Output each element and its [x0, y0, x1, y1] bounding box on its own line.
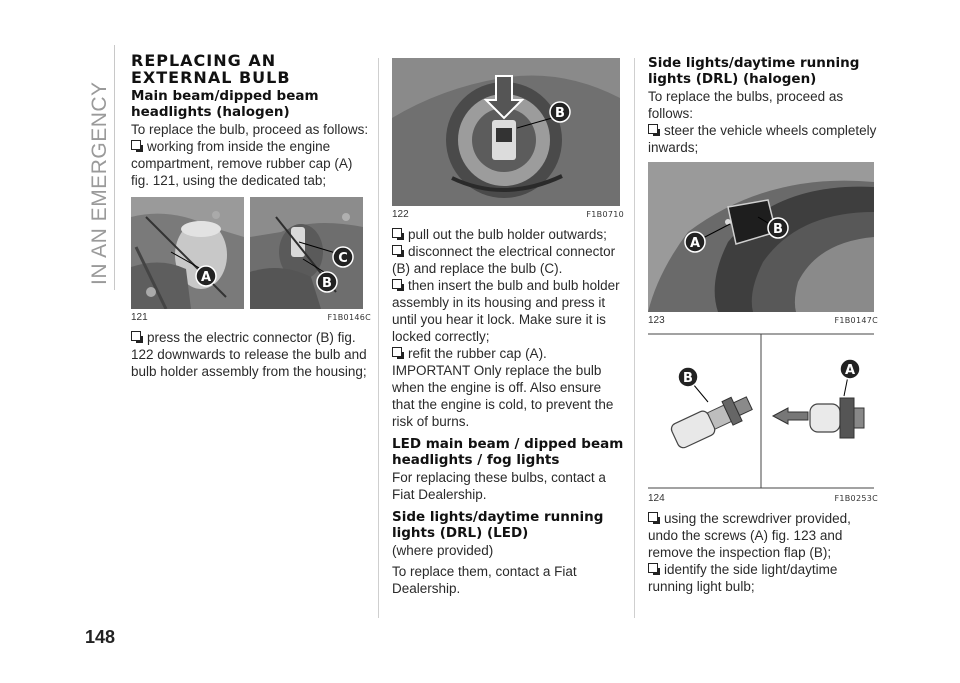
bullet-item	[392, 226, 624, 243]
figure-code: F1B0146C	[327, 313, 371, 322]
figure-122	[392, 58, 624, 220]
led-text: For replacing these bulbs, contact a Fiat Dealership.	[392, 470, 606, 502]
bullet-icon	[392, 347, 402, 357]
bullet-icon	[648, 563, 658, 573]
figure-124	[648, 332, 878, 504]
headlight-housing-illustration	[392, 58, 620, 206]
callout-c: C	[338, 251, 348, 266]
sub-heading-drl-led: Side lights/daytime running lights (DRL) (LED)	[392, 509, 604, 541]
bullet-text: using the screwdriver provided, undo the screws (A) fig. 123 and remove the inspection flap (B);	[648, 511, 851, 560]
callout-a: A	[200, 270, 212, 285]
callout-b: B	[555, 106, 565, 121]
important-note: IMPORTANT Only replace the bulb when the engine is off. Also ensure that the engine is cold, to prevent the risk of burns.	[392, 363, 614, 429]
column-2	[392, 58, 624, 597]
section-tab	[88, 45, 114, 285]
sub-heading-drl-halogen: Side lights/daytime running lights (DRL) (halogen)	[648, 55, 860, 87]
intro-text: To replace the bulbs, proceed as follows:	[648, 89, 844, 121]
bullet-text: then insert the bulb and bulb holder assembly in its housing and press it until you hear it lock. Make sure it is locked correctly;	[392, 278, 620, 344]
bullet-item	[131, 329, 371, 380]
bullet-icon	[648, 512, 658, 522]
bullet-text: pull out the bulb holder outwards;	[408, 227, 607, 242]
column-divider-2	[634, 58, 635, 618]
engine-compartment-illustration	[131, 197, 363, 309]
sub-heading-halogen: Main beam/dipped beam headlights (halogen)	[131, 88, 319, 120]
figure-number: 123	[648, 315, 665, 326]
figure-number: 124	[648, 493, 665, 504]
drl-led-text: To replace them, contact a Fiat Dealership.	[392, 564, 577, 596]
figure-number: 122	[392, 209, 409, 220]
bullet-item	[648, 561, 878, 595]
bullet-text: refit the rubber cap (A).	[408, 346, 547, 361]
intro-text: To replace the bulb, proceed as follows:	[131, 122, 369, 137]
page-number: 148	[85, 627, 116, 647]
bullet-item	[131, 138, 371, 189]
callout-a: A	[689, 236, 701, 251]
bullet-text: identify the side light/daytime running light bulb;	[648, 562, 838, 594]
bullet-text: working from inside the engine compartment, remove rubber cap (A) fig. 121, using the dedicated tab;	[131, 139, 353, 188]
bullet-icon	[392, 279, 402, 289]
bullet-icon	[131, 331, 141, 341]
section-tab-label: IN AN EMERGENCY	[88, 81, 111, 285]
bullet-item	[392, 345, 624, 362]
figure-caption	[648, 493, 878, 504]
callout-b: B	[322, 276, 332, 291]
drl-led-note: (where provided)	[392, 543, 494, 558]
figure-code: F1B0147C	[834, 316, 878, 325]
bullet-item	[392, 243, 624, 277]
bullet-text: disconnect the electrical connector (B) and replace the bulb (C).	[392, 244, 616, 276]
bullet-icon	[392, 228, 402, 238]
figure-code: F1B0253C	[834, 494, 878, 503]
bulb-illustration	[648, 332, 874, 490]
callout-b: B	[683, 371, 693, 386]
bullet-item	[648, 122, 878, 156]
figure-number: 121	[131, 312, 148, 323]
bullet-icon	[131, 140, 141, 150]
bullet-item	[392, 277, 624, 345]
section-title-line1: REPLACING AN	[131, 51, 277, 70]
figure-123	[648, 162, 878, 326]
figure-caption	[131, 312, 371, 323]
section-divider	[114, 45, 115, 290]
section-title-line2: EXTERNAL BULB	[131, 68, 291, 87]
bullet-item	[648, 510, 878, 561]
bullet-text: press the electric connector (B) fig. 122 downwards to release the bulb and bulb holder assembly from the housing;	[131, 330, 367, 379]
figure-121	[131, 197, 371, 323]
column-1	[131, 52, 371, 380]
figure-caption	[392, 209, 624, 220]
column-3	[648, 55, 878, 595]
bullet-icon	[392, 245, 402, 255]
wheel-arch-illustration	[648, 162, 874, 312]
bullet-icon	[648, 124, 658, 134]
callout-b: B	[773, 222, 783, 237]
callout-a: A	[844, 363, 856, 378]
bullet-text: steer the vehicle wheels completely inwards;	[648, 123, 877, 155]
section-title	[131, 52, 371, 86]
column-divider-1	[378, 58, 379, 618]
sub-heading-led: LED main beam / dipped beam headlights / fog lights	[392, 436, 624, 468]
figure-code: F1B0710	[586, 210, 624, 219]
figure-caption	[648, 315, 878, 326]
